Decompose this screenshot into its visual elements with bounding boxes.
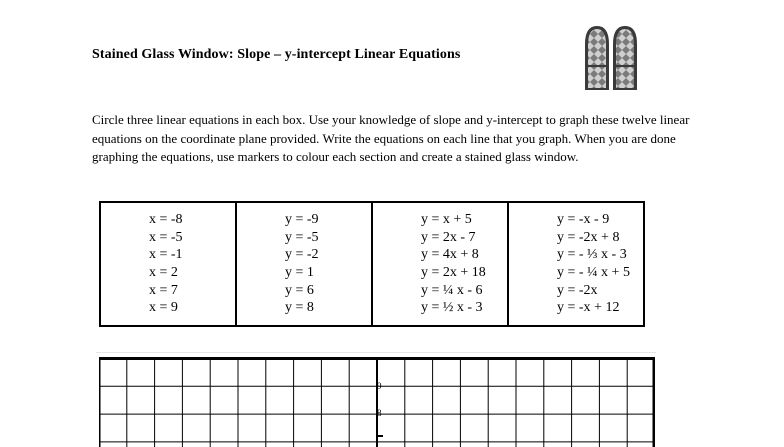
equation[interactable]: y = - ¼ x + 5	[557, 265, 630, 280]
divider	[96, 352, 656, 353]
equation-table	[99, 201, 645, 327]
y-axis-tick	[378, 435, 383, 437]
equation[interactable]: x = 9	[149, 300, 178, 316]
equation[interactable]: x = 2	[149, 265, 178, 280]
equation[interactable]: y = 6	[285, 282, 314, 298]
stained-glass-window-icon	[582, 22, 642, 92]
equation[interactable]: x = -1	[149, 247, 183, 263]
equation[interactable]: y = x + 5	[421, 212, 472, 228]
equation-box	[508, 202, 644, 326]
equation[interactable]: y = 4x + 8	[421, 247, 479, 263]
equation[interactable]: y = -x + 12	[557, 300, 620, 316]
equation[interactable]: y = -2x	[557, 282, 598, 298]
y-axis-label-8: 8	[377, 408, 382, 418]
grid-lines	[99, 357, 655, 447]
equation[interactable]: x = -5	[149, 229, 183, 245]
equation[interactable]: y = -9	[285, 212, 319, 228]
equation[interactable]: y = -2x + 8	[557, 229, 620, 245]
equation[interactable]: y = 2x - 7	[421, 229, 476, 245]
equation[interactable]: y = -x - 9	[557, 212, 610, 228]
equation[interactable]: y = - ⅓ x - 3	[557, 247, 627, 263]
equation[interactable]: x = -8	[149, 212, 183, 228]
coordinate-plane[interactable]	[99, 357, 655, 447]
equation[interactable]: y = 1	[285, 265, 314, 280]
equation[interactable]: y = -5	[285, 229, 319, 245]
equation-box	[100, 202, 236, 326]
equation-box	[372, 202, 508, 326]
equation[interactable]: y = ½ x - 3	[421, 300, 483, 316]
equation[interactable]: y = 8	[285, 300, 314, 316]
equation[interactable]: y = 2x + 18	[421, 265, 486, 280]
y-axis-label-9: 9	[377, 381, 382, 391]
equation[interactable]: y = -2	[285, 247, 319, 263]
instructions-paragraph: Circle three linear equations in each box. Use your knowledge of slope and y-intercept to graph these twelve linear equations on the coordinate plane provided. Write the equations on each line that you graph. When you are done graphing the equations, use markers to colour each section and create a stained glass window.	[92, 112, 690, 164]
coordinate-grid[interactable]	[99, 357, 655, 447]
equation[interactable]: x = 7	[149, 282, 178, 298]
worksheet-title: Stained Glass Window: Slope – y-intercept Linear Equations	[92, 47, 461, 62]
equation[interactable]: y = ¼ x - 6	[421, 282, 483, 298]
equation-box	[236, 202, 372, 326]
